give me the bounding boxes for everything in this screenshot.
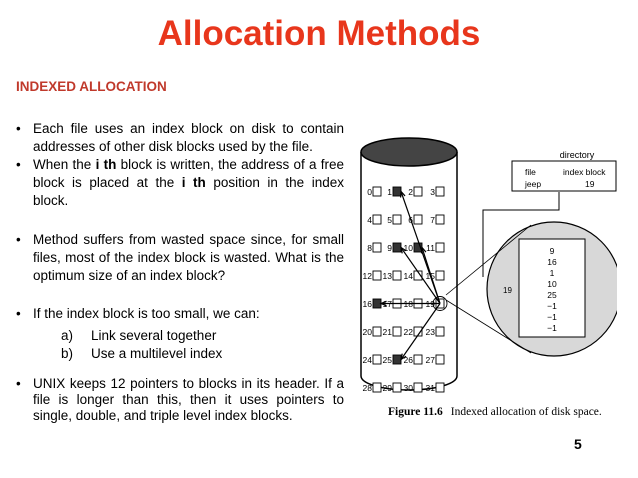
indexed-allocation-figure: [355, 130, 617, 402]
bullet-item: • Method suffers from wasted space since, for small files, most of the index block is wasted. What is the optimum size of an index block?: [16, 232, 344, 283]
disk-block: [436, 383, 444, 392]
index-value: 16: [547, 257, 557, 267]
disk-block: [414, 215, 422, 224]
index-value: 1: [549, 268, 555, 278]
disk-block: [393, 271, 401, 280]
disk-block: [393, 243, 401, 252]
index-value: −1: [547, 301, 557, 311]
block-label: 23: [425, 327, 435, 337]
block-label: 30: [403, 383, 413, 393]
disk-block: [393, 187, 401, 196]
index-value: 9: [549, 246, 555, 256]
block-label: 22: [403, 327, 413, 337]
block-label: 7: [430, 215, 435, 225]
disk-block: [373, 243, 381, 252]
bullet-dot-icon: •: [16, 376, 21, 391]
disk-block: [414, 383, 422, 392]
directory-file-name: jeep: [525, 179, 542, 189]
disk-block: [436, 215, 444, 224]
disk-block: [373, 271, 381, 280]
directory-title: directory: [559, 150, 595, 160]
disk-block: [393, 383, 401, 392]
block-label: 31: [425, 383, 435, 393]
circle-block-label: 19: [503, 286, 512, 295]
bullet-item: • When the i th block is written, the address of a free block is placed at the i th position in the index block.: [16, 157, 345, 208]
block-label: 16: [362, 299, 372, 309]
disk-block: [414, 187, 422, 196]
block-label: 2: [408, 187, 413, 197]
disk-block: [373, 355, 381, 364]
section-subtitle: INDEXED ALLOCATION: [16, 79, 167, 94]
disk-block: [373, 383, 381, 392]
index-value: 10: [547, 279, 557, 289]
index-value: −1: [547, 323, 557, 333]
bullet-dot-icon: •: [16, 232, 21, 247]
block-label: 27: [425, 355, 435, 365]
block-label: 6: [408, 215, 413, 225]
disk-block: [436, 187, 444, 196]
sub-item: b) Use a multilevel index: [61, 346, 223, 361]
block-label: 9: [387, 243, 392, 253]
bullet-dot-icon: •: [16, 121, 21, 136]
block-label: 25: [382, 355, 392, 365]
index-value: 25: [547, 290, 557, 300]
disk-block: [436, 243, 444, 252]
disk-block: [393, 327, 401, 336]
block-label: 0: [367, 187, 372, 197]
disk-block: [393, 215, 401, 224]
disk-block: [373, 215, 381, 224]
bullet-item: • Each file uses an index block on disk to contain addresses of other disk blocks used by the file.: [16, 121, 344, 154]
page-number: 5: [574, 436, 582, 452]
block-label: 14: [403, 271, 413, 281]
directory-file-index: 19: [585, 179, 595, 189]
bullet-dot-icon: •: [16, 157, 21, 172]
slide-title: Allocation Methods: [157, 14, 481, 53]
block-label: 19: [425, 299, 435, 309]
disk-block: [436, 271, 444, 280]
block-label: 15: [425, 271, 435, 281]
block-label: 13: [382, 271, 392, 281]
directory-index-header: index block: [563, 167, 606, 177]
index-value: −1: [547, 312, 557, 322]
block-label: 18: [403, 299, 413, 309]
bullet-item: • UNIX keeps 12 pointers to blocks in its header. If a file is longer than this, then it uses pointers to single, double, and triple level index blocks.: [16, 376, 344, 423]
block-label: 17: [382, 299, 392, 309]
figure-caption: Figure 11.6 Indexed allocation of disk space.: [388, 406, 602, 418]
block-label: 28: [362, 383, 372, 393]
block-label: 5: [387, 215, 392, 225]
block-label: 11: [426, 243, 435, 253]
block-label: 3: [430, 187, 435, 197]
block-label: 8: [367, 243, 372, 253]
directory-file-header: file: [525, 167, 536, 177]
block-label: 20: [362, 327, 372, 337]
disk-block: [414, 355, 422, 364]
block-label: 12: [362, 271, 372, 281]
block-label: 24: [362, 355, 372, 365]
block-label: 1: [387, 187, 392, 197]
bullet-item: • If the index block is too small, we can:: [16, 306, 260, 321]
disk-block: [393, 355, 401, 364]
bullet-dot-icon: •: [16, 306, 21, 321]
block-label: 10: [403, 243, 413, 253]
disk-block: [373, 187, 381, 196]
block-label: 29: [382, 383, 392, 393]
disk-block: [373, 327, 381, 336]
disk-block: [436, 355, 444, 364]
block-label: 26: [403, 355, 413, 365]
disk-top: [361, 138, 457, 166]
sub-item: a) Link several together: [61, 328, 217, 343]
disk-block: [436, 327, 444, 336]
block-label: 4: [367, 215, 372, 225]
block-label: 21: [382, 327, 392, 337]
